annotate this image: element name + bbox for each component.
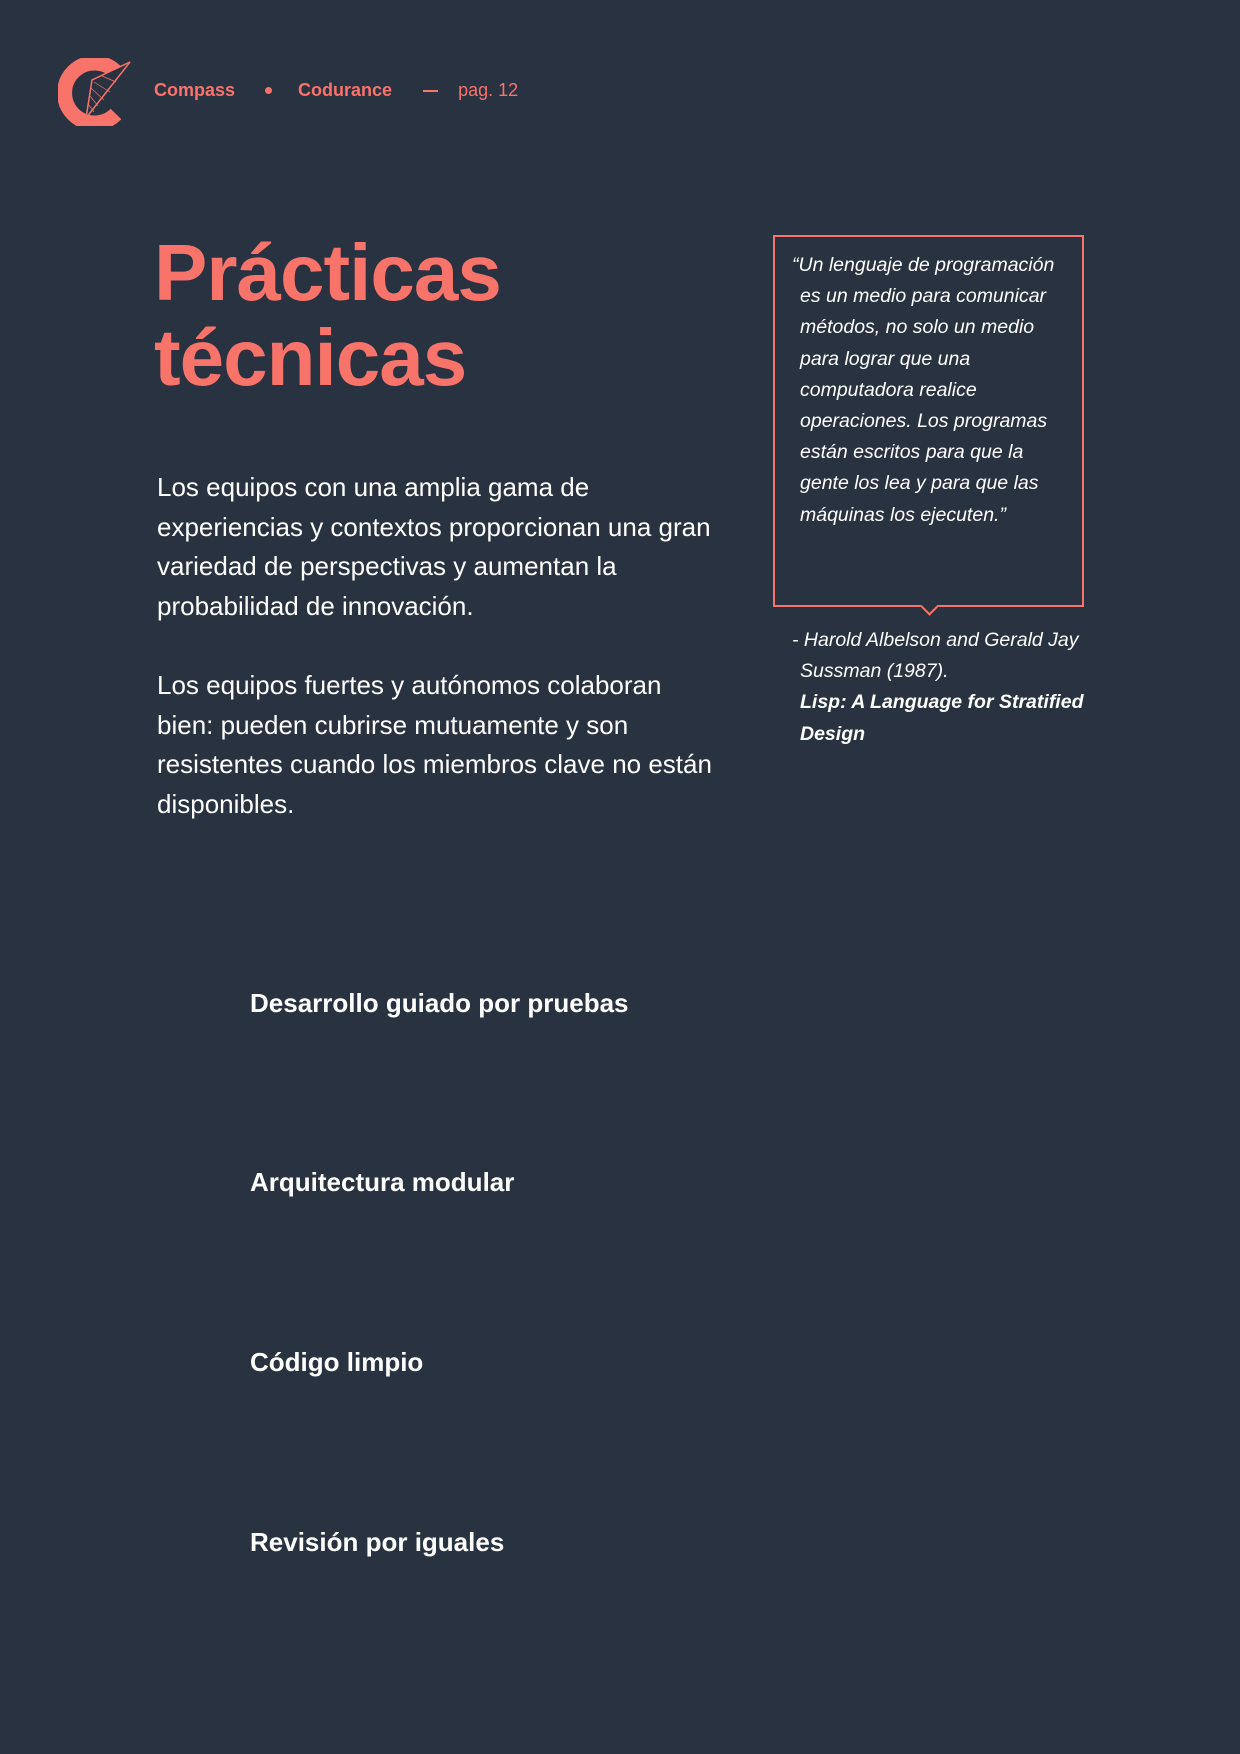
company-name: Codurance — [298, 80, 393, 100]
separator-dot — [265, 87, 272, 94]
page-number: pag. 12 — [458, 80, 519, 100]
quote-book-title: Lisp: A Language for Stratified Design — [800, 691, 1084, 745]
quote-author: - Harold Albelson and Gerald Jay Sussman (1987). — [792, 629, 1079, 683]
intro-paragraph-1: Los equipos con una amplia gama de experiencias y contextos proporcionan una gran variedad de perspectivas y aumentan la probabilidad de innovación. — [157, 472, 711, 621]
page-title — [154, 230, 501, 400]
compass-logo — [58, 58, 132, 126]
brand-name: Compass — [154, 80, 236, 100]
separator-dash — [423, 90, 438, 92]
title-line-1: Prácticas — [154, 228, 501, 317]
practice-heading: Código limpio — [250, 1347, 424, 1377]
quote-text: “Un lenguaje de programación es un medio para comunicar métodos, no solo un medio para lograr que una computadora realice operaciones. Los programas están escritos para que la gente los lea y para que las máquinas los ejecuten.” — [792, 254, 1055, 526]
intro-paragraph-2: Los equipos fuertes y autónomos colaboran bien: pueden cubrirse mutuamente y son resistentes cuando los miembros clave no están disponibles. — [157, 670, 712, 819]
title-line-2: técnicas — [154, 313, 467, 402]
practice-heading: Revisión por iguales — [250, 1527, 505, 1557]
page-header — [154, 80, 518, 101]
practice-heading: Desarrollo guiado por pruebas — [250, 988, 629, 1018]
practice-heading: Arquitectura modular — [250, 1167, 515, 1197]
quote-attribution — [792, 625, 1090, 750]
